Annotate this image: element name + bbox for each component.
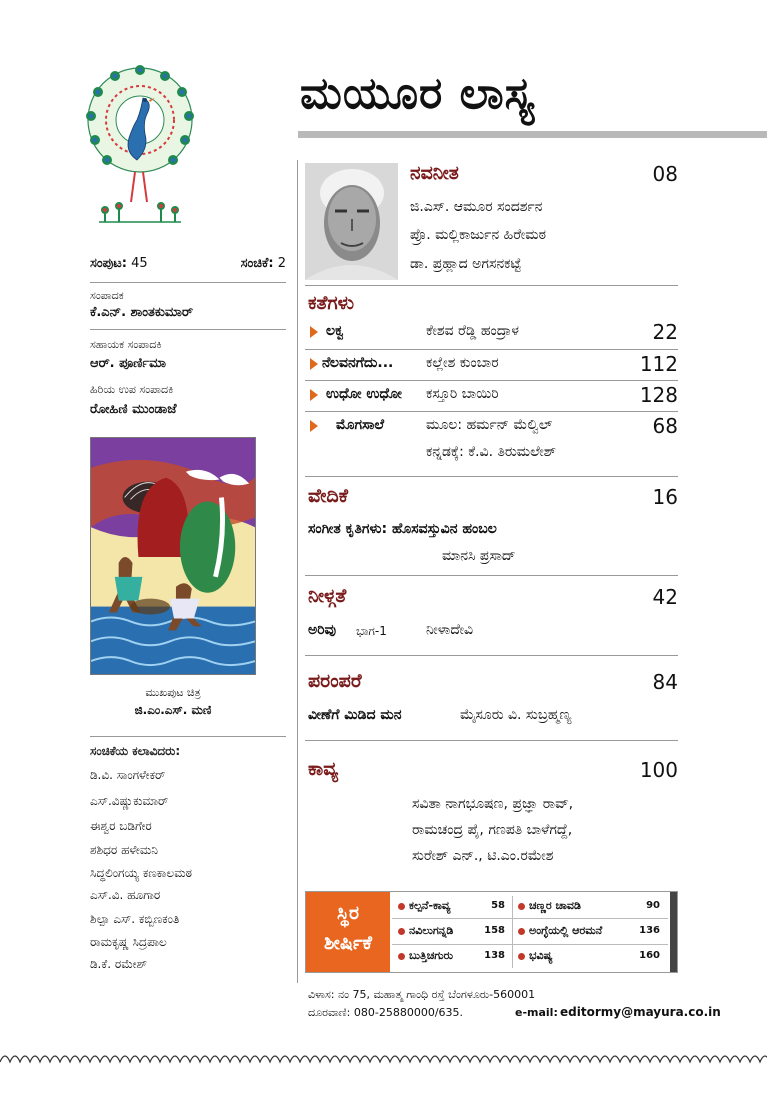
number-value: 2 <box>277 256 286 271</box>
section-kavya-title: ಕಾವ್ಯ <box>308 758 339 780</box>
asst-editor-role: ಸಹಾಯಕ ಸಂಪಾದಕಿ <box>90 338 162 351</box>
box-edge-strip <box>670 892 677 972</box>
artist-name: ಎಸ್.ವಿಷ್ಣುಕುಮಾರ್ <box>90 794 169 808</box>
navaneeta-line: ಜಿ.ಎಸ್. ಆಮೂರ ಸಂದರ್ಶನ <box>410 199 543 215</box>
bullet-icon <box>310 326 318 338</box>
parampare-story: ವೀಣೆಗೆ ಮಿಡಿದ ಮನ <box>308 707 402 723</box>
divider <box>90 282 286 283</box>
story-page: 128 <box>639 383 678 407</box>
divider <box>392 918 668 919</box>
navaneeta-line: ಡಾ. ಪ್ರಹ್ಲಾದ ಅಗಸನಕಟ್ಟೆ <box>410 256 522 272</box>
story-title: ನೆಲವನಗೆದು... <box>322 355 394 371</box>
column-item-label: ನವಿಲುಗನ್ನಡಿ <box>409 924 454 937</box>
column-item-label: ಚಣ್ಣರ ಚಾವಡಿ <box>529 899 581 912</box>
divider <box>305 411 678 412</box>
kavya-page: 100 <box>639 758 678 782</box>
bullet-dot-icon <box>518 903 525 910</box>
divider <box>305 575 678 576</box>
column-item-page: 58 <box>491 900 505 911</box>
story-title: ಮೊಗಸಾಲೆ <box>336 417 385 433</box>
number-label: ಸಂಚಿಕೆ: <box>240 256 274 271</box>
magazine-title: ಮಯೂರ ಲಾಸ್ಯ <box>300 68 536 119</box>
artists-heading: ಸಂಚಿಕೆಯ ಕಲಾವಿದರು: <box>90 744 181 758</box>
story-author: ಕಸ್ತೂರಿ ಬಾಯಿರಿ <box>426 386 499 402</box>
bullet-dot-icon <box>398 903 405 910</box>
column-item-page: 160 <box>639 950 660 961</box>
artist-name: ರಾಮಕೃಷ್ಣ ಸಿದ್ರಪಾಲ <box>90 935 167 949</box>
story-page: 68 <box>652 414 678 438</box>
address: ವಿಳಾಸ: ನಂ 75, ಮಹಾತ್ಮ ಗಾಂಧಿ ರಸ್ತೆ ಬೆಂಗಳೂರು-560001 <box>308 988 536 1001</box>
section-parampare-title: ಪರಂಪರೆ <box>308 670 362 692</box>
cover-caption: ಮುಖಪುಟ ಚಿತ್ರ <box>145 686 201 699</box>
artist-name: ಶಿಲ್ಪಾ ಎಸ್. ಕಬ್ಬಿಣಕಂತಿ <box>90 912 180 926</box>
divider <box>305 285 678 286</box>
story-author: ಕೇಶವ ರೆಡ್ಡಿ ಹಂದ್ರಾಳ <box>426 323 519 339</box>
email-link[interactable]: editormy@mayura.co.in <box>560 1005 721 1019</box>
column-item-label: ಬುತ್ತಿಚಗುರು <box>409 949 453 962</box>
story-page: 112 <box>639 352 678 376</box>
vedike-page: 16 <box>652 485 678 509</box>
artist-name: ಎಸ್.ವಿ. ಹೂಗಾರ <box>90 888 161 902</box>
divider <box>305 476 678 477</box>
cover-painting <box>90 437 256 675</box>
bullet-dot-icon <box>398 928 405 935</box>
column-item-page: 136 <box>639 925 660 936</box>
masthead-rule <box>298 131 767 138</box>
story-title: ಲಕ್ವ <box>326 323 344 339</box>
section-neelgathe-title: ನೀಳ್ಗತೆ <box>308 585 347 607</box>
section-navaneeta-title: ನವನೀತ <box>410 162 459 184</box>
divider <box>392 944 668 945</box>
phone: ದೂರವಾಣಿ: 080-25880000/635. <box>308 1006 464 1019</box>
story-title: ಉಧೋ ಉಧೋ <box>326 386 402 402</box>
regular-columns-title-2: ಶೀರ್ಷಿಕೆ <box>324 932 372 954</box>
neelgathe-author: ನೀಳಾದೇವಿ <box>426 622 474 638</box>
divider <box>305 740 678 741</box>
parampare-author: ಮೈಸೂರು ವಿ. ಸುಬ್ರಹ್ಮಣ್ಯ <box>460 707 572 723</box>
column-item-page: 158 <box>484 925 505 936</box>
neelgathe-part: ಭಾಗ-1 <box>356 624 387 638</box>
neelgathe-page: 42 <box>652 585 678 609</box>
senior-editor-role: ಹಿರಿಯ ಉಪ ಸಂಪಾದಕಿ <box>90 383 174 396</box>
column-item-label: ಕಲ್ಪನೆ-ಕಾವ್ಯ <box>409 899 451 912</box>
column-item-label: ಭವಿಷ್ಯ <box>529 949 553 962</box>
vedike-author: ಮಾನಸಿ ಪ್ರಸಾದ್ <box>442 548 516 564</box>
navaneeta-page: 08 <box>652 162 678 186</box>
regular-columns-title-1: ಸ್ಥಿರ <box>336 902 360 924</box>
section-vedike-title: ವೇದಿಕೆ <box>308 485 349 507</box>
bullet-icon <box>310 389 318 401</box>
divider <box>305 380 678 381</box>
senior-editor-name: ರೋಹಿಣಿ ಮುಂಡಾಜೆ <box>90 402 177 417</box>
bullet-dot-icon <box>518 953 525 960</box>
navaneeta-line: ಪ್ರೊ. ಮಲ್ಲಿಕಾರ್ಜುನ ಹಿರೇಮಠ <box>410 227 546 243</box>
issue-info <box>90 256 286 271</box>
column-item-label: ಅಂಗ್ಳೆಯಲ್ಲಿ ಆರಮನೆ <box>529 924 603 937</box>
asst-editor-name: ಆರ್. ಪೂರ್ಣಿಮಾ <box>90 356 167 371</box>
divider <box>305 655 678 656</box>
artist-name: ಡಿ.ಕೆ. ರಮೇಶ್ <box>90 957 148 971</box>
editor-role: ಸಂಪಾದಕ <box>90 289 124 302</box>
column-divider <box>297 160 298 983</box>
column-item-page: 138 <box>484 950 505 961</box>
decorative-border <box>0 1050 767 1066</box>
divider <box>512 896 513 968</box>
section-kathegalu-title: ಕತೆಗಳು <box>308 292 355 314</box>
artist-name: ಡಿ.ವಿ. ಸಾಂಗಳೇಕರ್ <box>90 768 166 782</box>
story-translator: ಕನ್ನಡಕ್ಕೆ: ಕೆ.ವಿ. ತಿರುಮಲೇಶ್ <box>426 444 556 460</box>
column-item-page: 90 <box>646 900 660 911</box>
volume-value: 45 <box>131 256 148 271</box>
bullet-icon <box>310 358 318 370</box>
artist-name: ಸಿದ್ಧಲಿಂಗಯ್ಯ ಕಣಕಾಲಮಠ <box>90 866 192 880</box>
divider <box>305 349 678 350</box>
story-author: ಕಲ್ಲೇಶ ಕುಂಬಾರ <box>426 355 499 371</box>
parampare-page: 84 <box>652 670 678 694</box>
kavya-poets: ರಾಮಚಂದ್ರ ಪೈ, ಗಣಪತಿ ಬಾಳೆಗದ್ದೆ, <box>412 822 573 838</box>
email-label: e-mail: <box>515 1006 558 1019</box>
story-page: 22 <box>652 320 678 344</box>
artist-name: ಈಶ್ವರ ಬಡಿಗೇರ <box>90 819 152 833</box>
editor-name: ಕೆ.ಎನ್. ಶಾಂತಕುಮಾರ್ <box>90 305 193 320</box>
artist-name: ಶಶಿಧರ ಹಳೇಮನಿ <box>90 843 158 857</box>
bullet-dot-icon <box>518 928 525 935</box>
cover-artist: ಜಿ.ಎಂ.ಎಸ್. ಮಣಿ <box>134 703 212 717</box>
neelgathe-story: ಅರಿವು <box>308 622 337 638</box>
kavya-poets: ಸುರೇಶ್ ಎನ್., ಟಿ.ಎಂ.ರಮೇಶ <box>412 848 554 864</box>
kavya-poets: ಸವಿತಾ ನಾಗಭೂಷಣ, ಪ್ರಜ್ಞಾ ರಾವ್, <box>412 796 574 812</box>
interview-portrait <box>305 163 398 280</box>
bullet-icon <box>310 420 318 432</box>
regular-columns-header <box>306 892 390 972</box>
divider <box>90 736 286 737</box>
divider <box>90 329 286 330</box>
bullet-dot-icon <box>398 953 405 960</box>
peacock-logo-icon <box>85 62 195 242</box>
story-author: ಮೂಲ: ಹರ್ಮನ್ ಮೆಲ್ವಿಲ್ <box>426 417 553 433</box>
volume-label: ಸಂಪುಟ: <box>90 256 127 271</box>
vedike-line: ಸಂಗೀತ ಕೃತಿಗಳು: ಹೊಸವಸ್ತುವಿನ ಹಂಬಲ <box>308 521 497 537</box>
